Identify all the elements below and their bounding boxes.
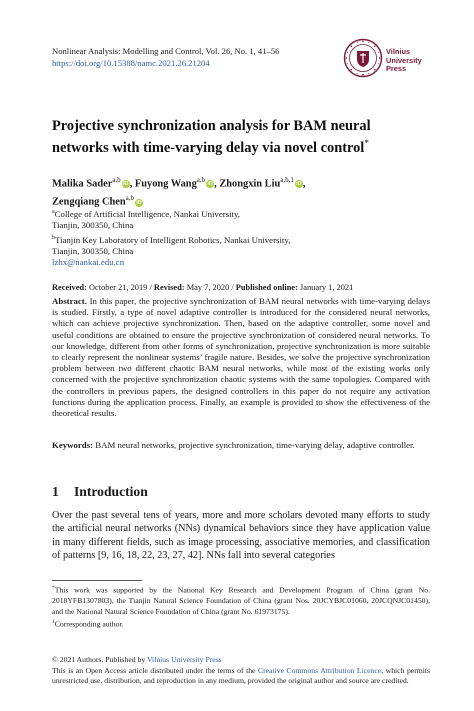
author-name: Fuyong Wang <box>134 178 197 190</box>
orcid-icon[interactable]: iD <box>136 199 142 206</box>
section-title: Introduction <box>74 484 148 499</box>
introduction-paragraph: Over the past several tens of years, more and more scholars devoted many efforts to study the artificial neural networks (NNs) dynamical behaviors since they have application value in many different fields, such as image processing, associative memories, and classification of patterns [9, 16, 18, 22, 23, 27, 42]. NNs fall into several categories <box>52 510 430 561</box>
abstract-label: Abstract. <box>52 296 87 306</box>
affiliation-a: $^a$College of Artificial Intelligence, Nankai University, Tianjin, 300350, China <box>52 208 240 231</box>
author-name: Malika Sader <box>52 178 113 190</box>
title-footnote-mark: * <box>364 138 369 148</box>
abstract <box>52 296 430 419</box>
article-title: Projective synchronization analysis for BAM neural networks with time-varying delay via novel control* <box>52 118 371 156</box>
corresponding-author-footnote: $^1$Corresponding author. <box>52 619 124 629</box>
orcid-icon[interactable]: iD <box>296 181 302 188</box>
keywords <box>52 440 430 451</box>
abstract-text: In this paper, the projective synchronization of BAM neural networks with time-varying delays is studied. Firstly, a type of novel adaptive controller is introduced for the considered neural networks, which can achieve projective synchronization. Then, based on the adaptive controller, some novel and useful conditions are obtained to ensure the projective synchronization of considered neural networks. To our knowledge, different from other forms of synchronization, projective synchronization is more suitable to clearly represent the nonlinear systems’ fragile nature. Besides, we solve the projective synchronization problem between two different chaotic BAM neural networks, while most of the existing works only concerned with the projective synchronization chaotic systems with the same topologies. Compared with the controllers in previous papers, the designed controllers in this paper do not require any activation functions during the application process. Finally, an example is provided to show the effectiveness of the theoretical results. <box>52 296 430 419</box>
publisher-logo[interactable] <box>343 38 431 82</box>
author-name: Zhongxin Liu <box>219 178 281 190</box>
author-email-link[interactable]: lzhx@nankai.edu.cn <box>52 257 125 268</box>
university-seal-icon <box>343 38 383 78</box>
keywords-label: Keywords: <box>52 440 94 450</box>
author-list: Malika Sader$^{a,b}$iD, Fuyong Wang$^{a,b}$iD, Zhongxin Liu$^{a,b,1}$iD, Zengqiang Chen$^{a,b}$iD <box>52 176 306 208</box>
publication-dates: Received: October 21, 2019 / Revised: May 7, 2020 / Published online: January 1, 2021 <box>52 283 354 292</box>
affiliation-b: $^b$Tianjin Key Laboratory of Intelligent Robotics, Nankai University, Tianjin, 300350, China lzhx@nankai.edu.cn <box>52 233 432 269</box>
orcid-icon[interactable]: iD <box>122 181 129 188</box>
section-number: 1 <box>52 484 59 499</box>
license-notice: © 2021 Authors. Published by Vilnius University Press This is an Open Access article distributed under the terms of the Creative Commons Attribution Licence, which permits unrestricted use, distribution, and reproduction in any medium, provided the original author and source are credited. <box>52 655 430 685</box>
publisher-link[interactable]: Vilnius University Press <box>146 655 222 664</box>
doi-link[interactable]: https://doi.org/10.15388/namc.2021.26.21204 <box>52 58 210 68</box>
section-heading <box>52 484 148 500</box>
licence-link[interactable]: Creative Commons Attribution Licence <box>257 665 382 675</box>
funding-footnote: *This work was supported by the National Key Research and Development Program of China (grant No. 2018YFB1307803), the Tianjin Natural Science Foundation of China (grant Nos. 20JCYBJC01060, 20JCQNJC01450), and the National Natural Science Foundation of China (grant No. 61973175). <box>52 585 430 616</box>
journal-header <box>52 45 279 69</box>
orcid-icon[interactable]: iD <box>207 181 213 188</box>
footnotes <box>52 583 430 630</box>
keywords-text: BAM neural networks, projective synchronization, time-varying delay, adaptive controller. <box>95 440 415 450</box>
publisher-name: Vilnius University Press <box>386 47 422 74</box>
journal-citation: Nonlinear Analysis: Modelling and Control, Vol. 26, No. 1, 41–56 <box>52 46 280 56</box>
footnote-divider <box>52 580 142 581</box>
author-name: Zengqiang Chen <box>52 196 126 208</box>
